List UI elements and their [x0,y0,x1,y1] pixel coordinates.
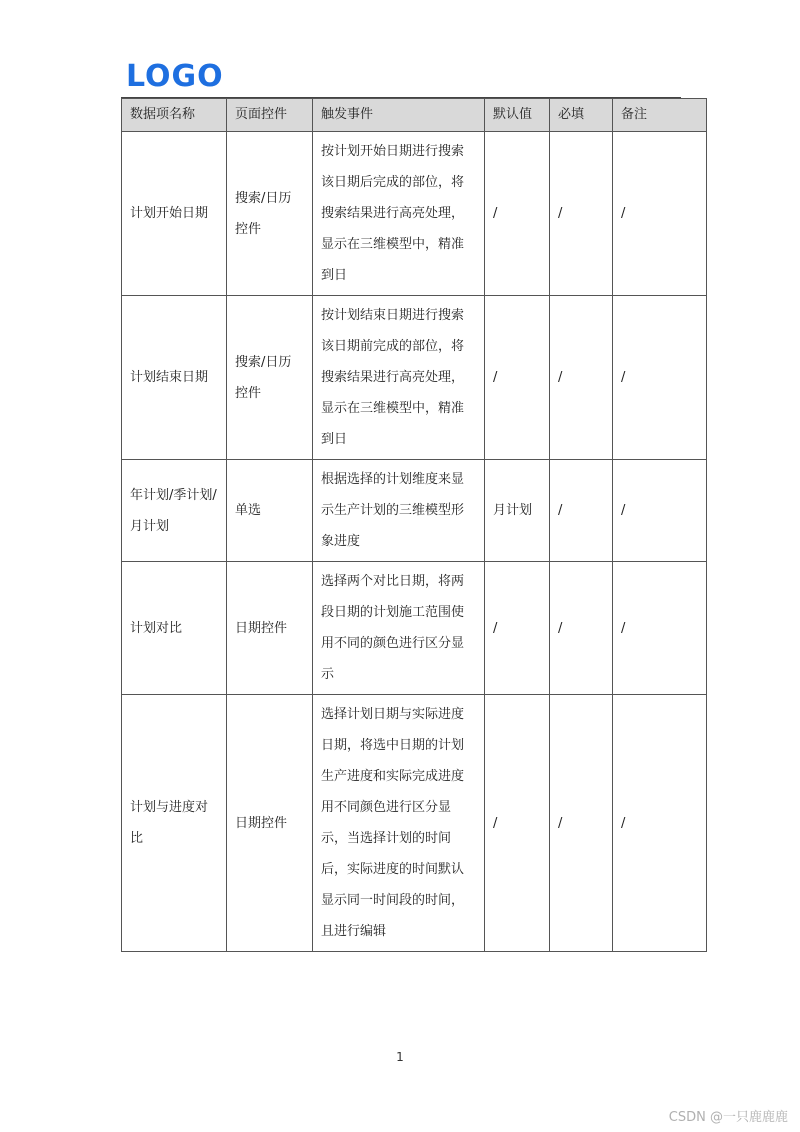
cell-default: / [485,296,550,460]
cell-note: / [613,562,707,695]
cell-event: 选择计划日期与实际进度日期，将选中日期的计划生产进度和实际完成进度用不同颜色进行区分显示，当选择计划的时间后，实际进度的时间默认显示同一时间段的时间，且进行编辑 [313,695,485,952]
cell-name: 计划与进度对比 [122,695,227,952]
cell-event: 按计划结束日期进行搜索该日期前完成的部位，将搜索结果进行高亮处理，显示在三维模型中，精准到日 [313,296,485,460]
cell-required: / [550,460,613,562]
cell-note: / [613,296,707,460]
cell-control: 单选 [227,460,313,562]
cell-control: 搜索/日历控件 [227,132,313,296]
cell-name: 计划结束日期 [122,296,227,460]
cell-default: / [485,695,550,952]
table-row [122,562,707,695]
header-note: 备注 [613,99,707,132]
cell-name: 年计划/季计划/月计划 [122,460,227,562]
cell-note: / [613,695,707,952]
cell-note: / [613,132,707,296]
spec-table [121,98,707,952]
watermark: CSDN @一只鹿鹿鹿 [668,1110,788,1125]
cell-control: 日期控件 [227,562,313,695]
cell-default: / [485,562,550,695]
cell-control: 搜索/日历控件 [227,296,313,460]
table-row [122,132,707,296]
cell-event: 根据选择的计划维度来显示生产计划的三维模型形象进度 [313,460,485,562]
table-header-row [122,99,707,132]
cell-control: 日期控件 [227,695,313,952]
table-row [122,296,707,460]
header-required: 必填 [550,99,613,132]
header-default: 默认值 [485,99,550,132]
cell-event: 按计划开始日期进行搜索该日期后完成的部位，将搜索结果进行高亮处理，显示在三维模型中，精准到日 [313,132,485,296]
cell-note: / [613,460,707,562]
cell-name: 计划开始日期 [122,132,227,296]
cell-required: / [550,695,613,952]
cell-required: / [550,296,613,460]
cell-name: 计划对比 [122,562,227,695]
cell-default: / [485,132,550,296]
header-name: 数据项名称 [122,99,227,132]
table-row [122,695,707,952]
page-number: 1 [396,1050,404,1064]
cell-required: / [550,132,613,296]
header-event: 触发事件 [313,99,485,132]
table-row [122,460,707,562]
logo: LOGO [126,59,224,94]
cell-required: / [550,562,613,695]
header-control: 页面控件 [227,99,313,132]
cell-event: 选择两个对比日期，将两段日期的计划施工范围使用不同的颜色进行区分显示 [313,562,485,695]
cell-default: 月计划 [485,460,550,562]
